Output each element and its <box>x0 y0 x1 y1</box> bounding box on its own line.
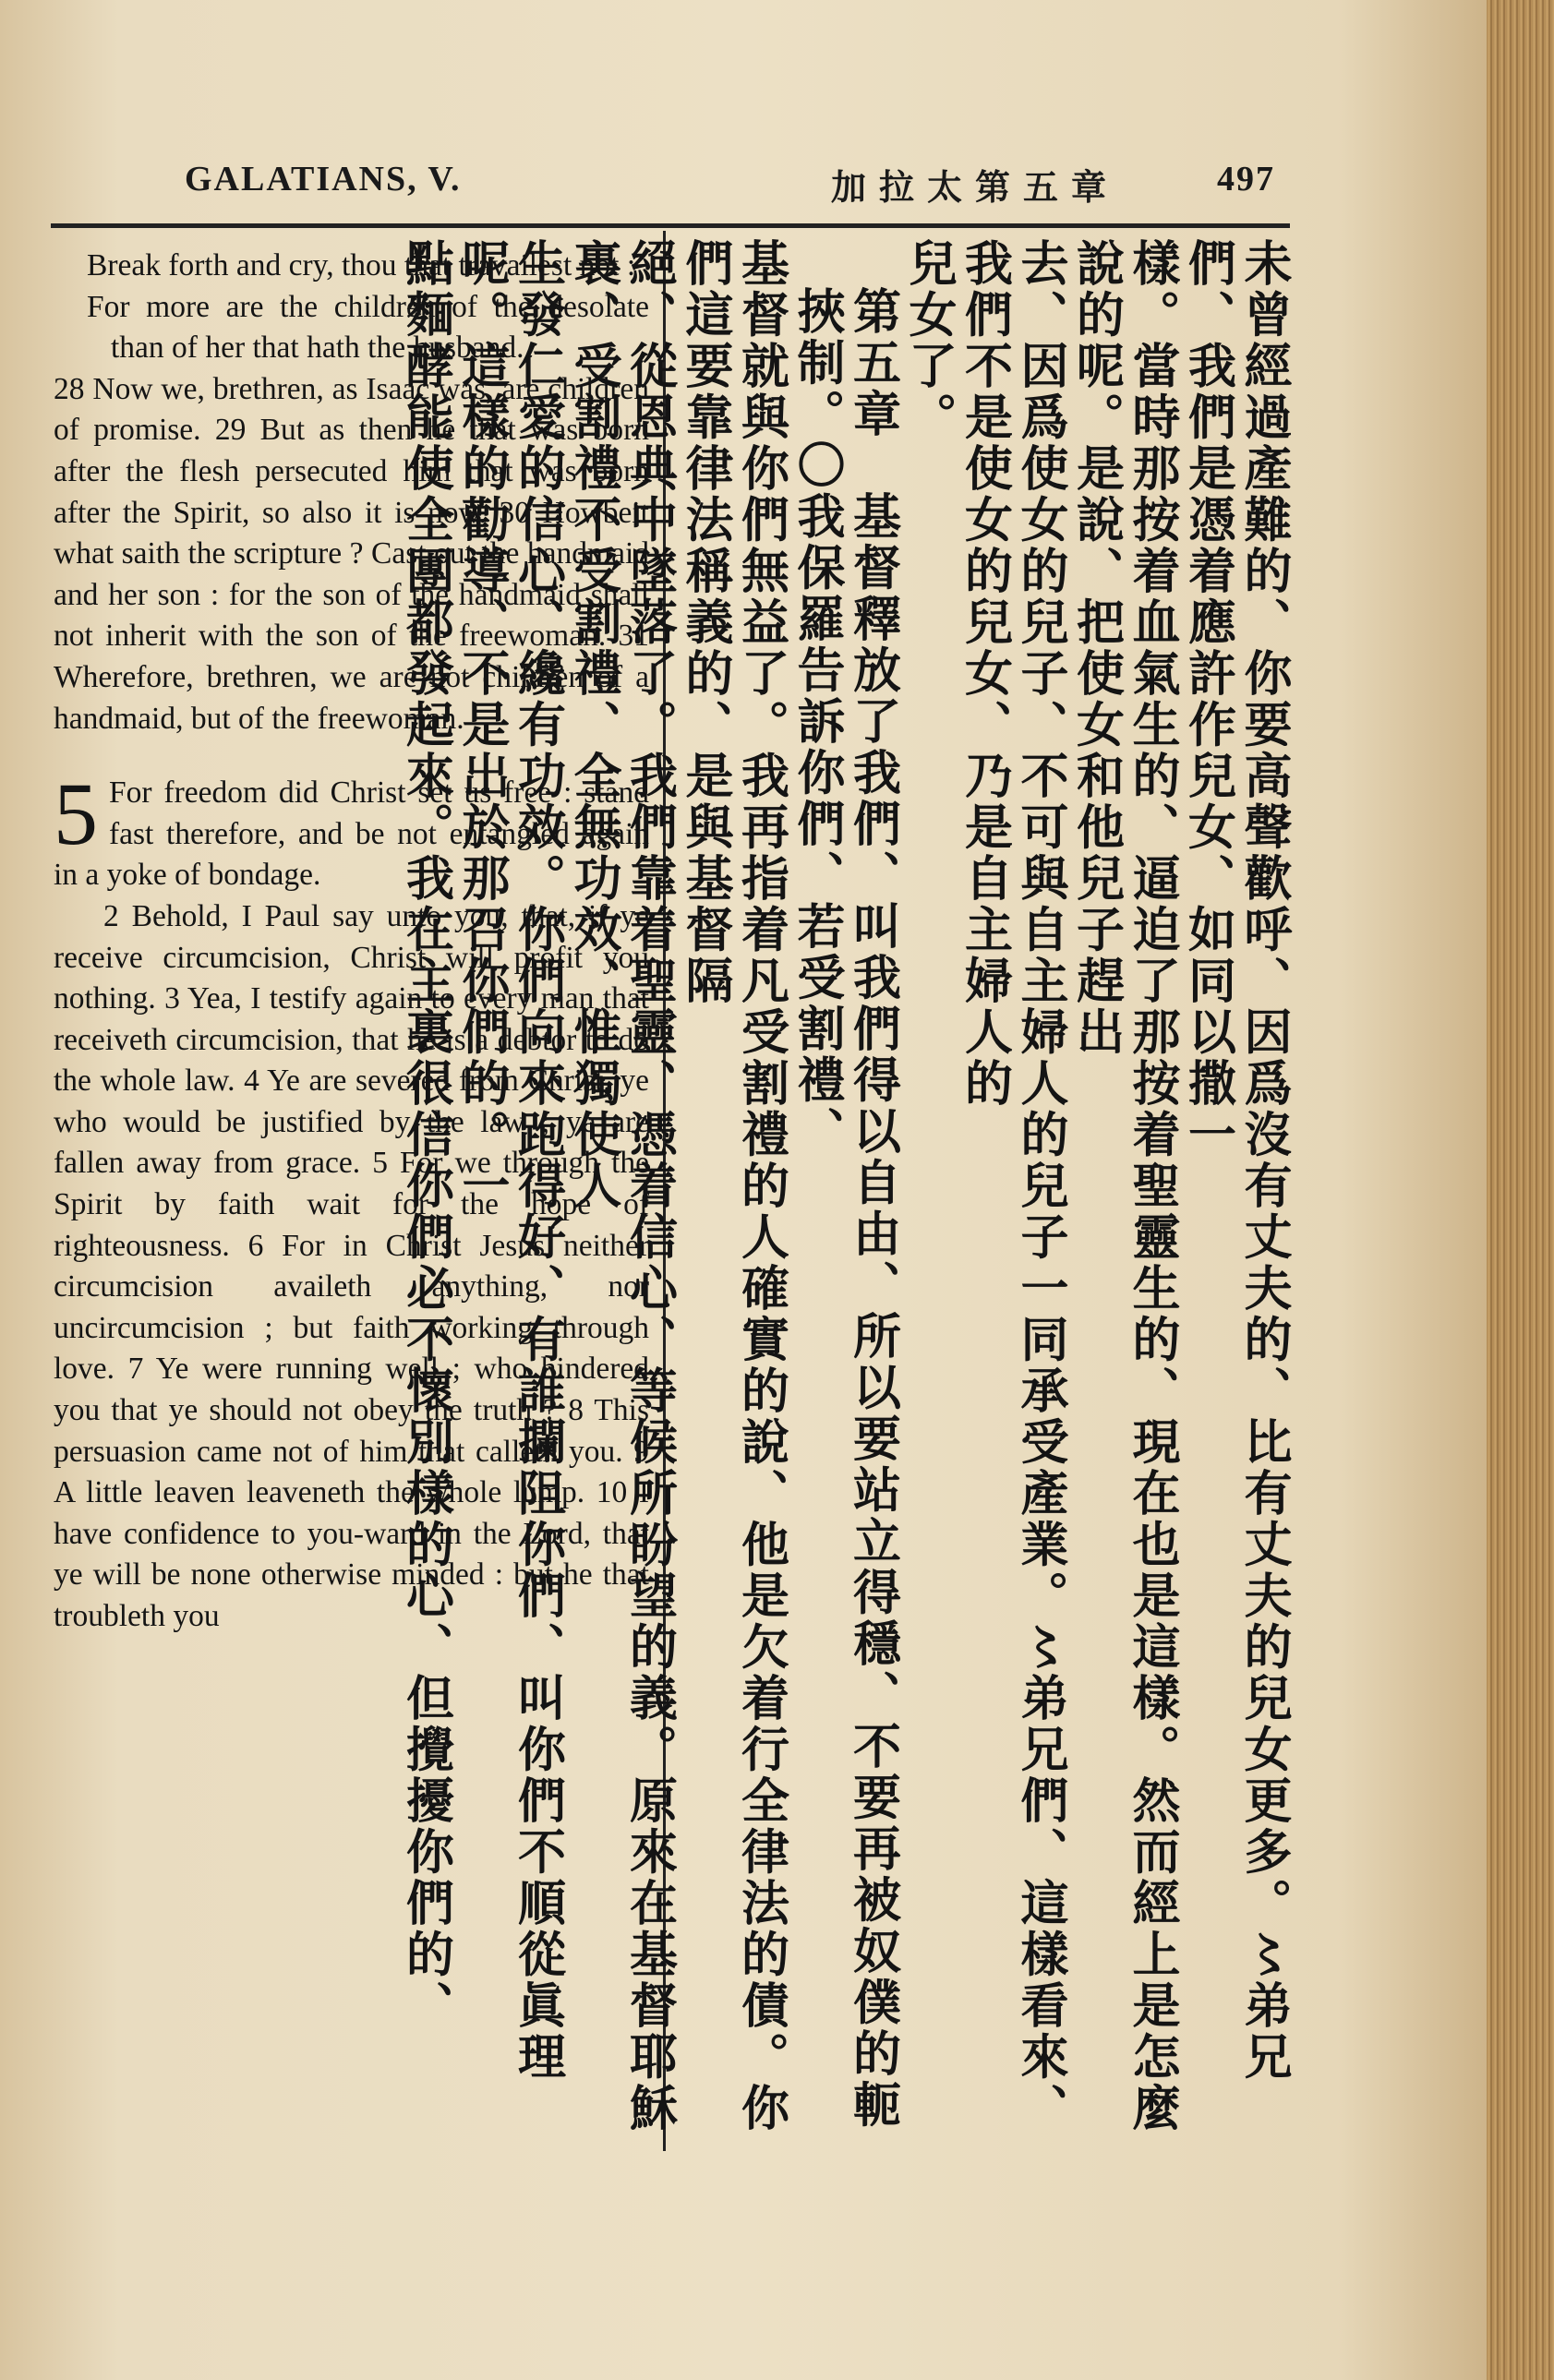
verse-text: For freedom did Christ set us free : stand fast therefore, and be not entangled again in a yoke of bondage. <box>54 775 649 893</box>
poem-line: Break forth and cry, thou that travailest not : <box>87 248 636 282</box>
chinese-chapter-line <box>789 286 900 2140</box>
running-head-english: GALATIANS, V. <box>185 160 462 198</box>
chinese-column <box>397 238 1291 2140</box>
verse-paragraph: 28 Now we, brethren, as Isaac was, are children of promise. 29 But as then he that was born after the flesh persecuted him that was born after the Spirit, so also it is now. 30 Howbeit what saith the scripture ? Cast out the handmaid and her son : for the son of the handmaid shall not inherit with the son of the freewoman. 31 Wherefore, brethren, we are not children of a handmaid, but of the freewoman. <box>54 371 649 736</box>
chinese-line: 基督就與你們無益了。我再指着凡受割禮的人確實的說、他是欠着行全律法的債。你們這要靠律法稱義的、是與基督隔 <box>677 238 789 2134</box>
book-page-edges <box>1487 0 1554 2380</box>
chinese-line: 樣。當時那按着血氣生的、逼迫了那按着聖靈生的、現在也是這樣。然而經上是怎麼說的呢。是說、把使女和他兒子趕出 <box>1067 238 1179 2134</box>
chinese-line: 絕、從恩典中墜落了。我們靠着聖靈、憑着信心、等候所盼望的義。原來在基督耶穌裏、受割禮不受割禮、全無功效、惟獨使人 <box>565 238 677 2134</box>
chinese-line: 點麵酵能使全團都發起來。我在主裏很信你們必不懷別樣的心、但攪擾你們的、 <box>397 238 453 2032</box>
chinese-line: 去、因爲使女的兒子、不可與自主婦人的兒子一同承受產業。〻弟兄們、這樣看來、我們不是使女的兒女、乃是自主婦人的 <box>956 238 1067 2134</box>
verse-paragraph: 2 Behold, I Paul say unto you, that, if ye receive circumcision, Christ will profit you nothing. 3 Yea, I testify again to every man that receiveth circumcision, that he is a debtor to do the whole law. 4 Ye are severed from Christ, ye who would be justified by the law ; ye are fallen away from grace. 5 For we through the Spirit by faith wait for the hope of righteousness. 6 For in Christ Jesus neither circumcision availeth anything, nor uncircumcision ; but faith working through love. 7 Ye were running well ; who hindered you that ye should not obey the truth ? 8 This persuasion came not of him that calleth you. 9 A little leaven leaveneth the whole lump. 10 I have confidence to you-ward in the Lord, that ye will be none otherwise minded : but he that troubleth you <box>54 898 649 1633</box>
chinese-line: 兒女了。 <box>900 238 956 443</box>
header-rule <box>51 223 1290 228</box>
poem-line: For more are the children of the desolate than of her that hath the husband. <box>87 289 649 366</box>
page-number: 497 <box>1217 160 1275 198</box>
chinese-line: 生發仁愛的信心、纔有功效。你們向來跑得好、有誰攔阻你們、叫你們不順從眞理呢。這樣的勸導、不是出於那召你們的。一 <box>453 238 565 2083</box>
chapter-heading: 第五章 <box>844 286 900 440</box>
chapter-numeral: 5 <box>54 764 98 864</box>
chinese-text: 基督釋放了我們、叫我們得以自由、所以要站立得穩、不要再被奴僕的軛挾制。〇我保羅告訴你們、若受割禮、 <box>789 286 900 2131</box>
running-head-chinese: 加拉太第五章 <box>831 166 1120 208</box>
chinese-line: 未曾經過產難的、你要高聲歡呼、因爲沒有丈夫的、比有丈夫的兒女更多。〻弟兄們、我們是憑着應許作兒女、如同以撒一 <box>1179 238 1291 2083</box>
